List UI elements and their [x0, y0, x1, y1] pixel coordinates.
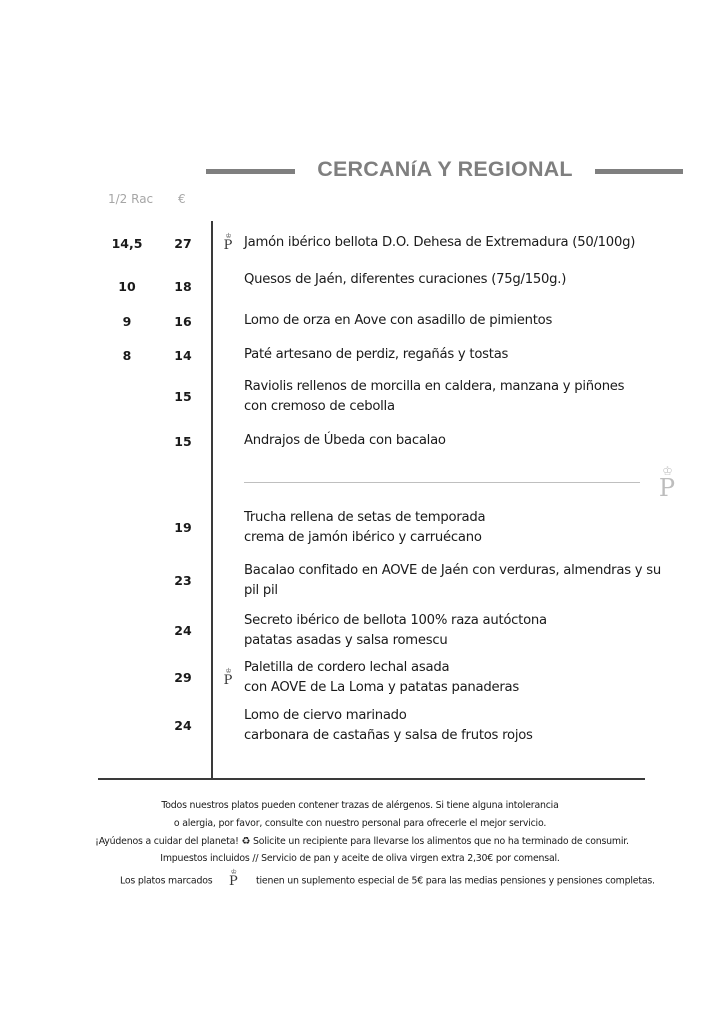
- dish-description: [244, 270, 566, 290]
- full-ration-price: 15: [174, 389, 192, 404]
- dish-description-line: patatas asadas y salsa romescu: [244, 633, 448, 648]
- dish-description-line: Bacalao confitado en AOVE de Jaén con verduras, almendras y su: [244, 563, 661, 578]
- dish-description: [244, 611, 547, 651]
- column-header-full-price: €: [178, 192, 186, 206]
- full-ration-price: 16: [174, 314, 192, 329]
- dish-description-line: crema de jamón ibérico y carruécano: [244, 530, 482, 545]
- half-ration-price: 10: [118, 279, 136, 294]
- dish-description: [244, 233, 635, 253]
- dish-description-line: con cremoso de cebolla: [244, 399, 395, 414]
- half-ration-price: 8: [122, 348, 132, 363]
- dish-description-line: pil pil: [244, 583, 278, 598]
- full-ration-price: 14: [174, 348, 192, 363]
- dish-description: [244, 508, 485, 548]
- footer-planet-note: [0, 836, 724, 847]
- dish-description: [244, 706, 533, 746]
- full-ration-price: 24: [174, 623, 192, 638]
- footer-supplement-text-b: tienen un suplemento especial de 5€ para las medias pensiones y pensiones completas.: [256, 875, 655, 887]
- recycle-icon: ♻: [241, 836, 251, 847]
- parador-supplement-icon: ♔ P: [223, 232, 233, 253]
- full-ration-price: 19: [174, 520, 192, 535]
- dish-description-line: Quesos de Jaén, diferentes curaciones (75g/150g.): [244, 272, 567, 287]
- half-ration-price: 9: [122, 314, 132, 329]
- full-ration-price: 23: [174, 573, 192, 588]
- title-rule-left: [206, 169, 295, 174]
- dish-description: [244, 561, 661, 601]
- parador-logo-icon: ♔ P: [228, 868, 238, 889]
- column-header-half-ration: 1/2 Rac: [108, 192, 154, 206]
- dish-description-line: Jamón ibérico bellota D.O. Dehesa de Extremadura (50/100g): [244, 235, 636, 250]
- section-separator: [244, 482, 640, 483]
- dish-description: [244, 431, 446, 451]
- dish-description-line: Paletilla de cordero lechal asada: [244, 660, 450, 675]
- full-ration-price: 24: [174, 718, 192, 733]
- parador-supplement-icon: ♔ P: [223, 667, 233, 688]
- dish-description-line: Secreto ibérico de bellota 100% raza autóctona: [244, 613, 547, 628]
- footer-allergen-note-1: Todos nuestros platos pueden contener trazas de alérgenos. Si tiene alguna intolerancia: [161, 800, 559, 811]
- footer-supplement-note: [120, 868, 655, 891]
- full-ration-price: 27: [174, 236, 192, 251]
- footer-planet-text-b: Solicite un recipiente para llevarse los alimentos que no ha terminado de consumir.: [253, 836, 629, 847]
- footer-allergen-note-2: o alergia, por favor, consulte con nuestro personal para ofrecerle el mejor servicio.: [173, 818, 547, 829]
- dish-description-line: carbonara de castañas y salsa de frutos rojos: [244, 728, 533, 743]
- dish-description-line: Trucha rellena de setas de temporada: [244, 510, 486, 525]
- dish-description: [244, 377, 624, 417]
- dish-description: [244, 311, 552, 331]
- column-divider: [211, 221, 213, 779]
- dish-description: [244, 345, 508, 365]
- dish-description-line: Raviolis rellenos de morcilla en caldera, manzana y piñones: [244, 379, 625, 394]
- footer-planet-text-a: ¡Ayúdenos a cuidar del planeta!: [95, 836, 239, 847]
- full-ration-price: 15: [174, 434, 192, 449]
- menu-bottom-rule: [98, 778, 645, 780]
- footer-supplement-text-a: Los platos marcados: [120, 875, 213, 887]
- parador-logo-icon: ♔ P: [658, 464, 676, 502]
- section-title: CERCANíA Y REGIONAL: [317, 157, 573, 181]
- dish-description-line: Andrajos de Úbeda con bacalao: [244, 433, 446, 448]
- title-rule-right: [595, 169, 683, 174]
- half-ration-price: 14,5: [111, 236, 143, 251]
- dish-description: [244, 658, 519, 698]
- dish-description-line: Lomo de orza en Aove con asadillo de pimientos: [244, 313, 553, 328]
- dish-description-line: Lomo de ciervo marinado: [244, 708, 407, 723]
- dish-description-line: Paté artesano de perdiz, regañás y tostas: [244, 347, 509, 362]
- full-ration-price: 18: [174, 279, 192, 294]
- dish-description-line: con AOVE de La Loma y patatas panaderas: [244, 680, 519, 695]
- full-ration-price: 29: [174, 670, 192, 685]
- footer-tax-note: Impuestos incluidos // Servicio de pan y aceite de oliva virgen extra 2,30€ por comensal.: [160, 853, 560, 864]
